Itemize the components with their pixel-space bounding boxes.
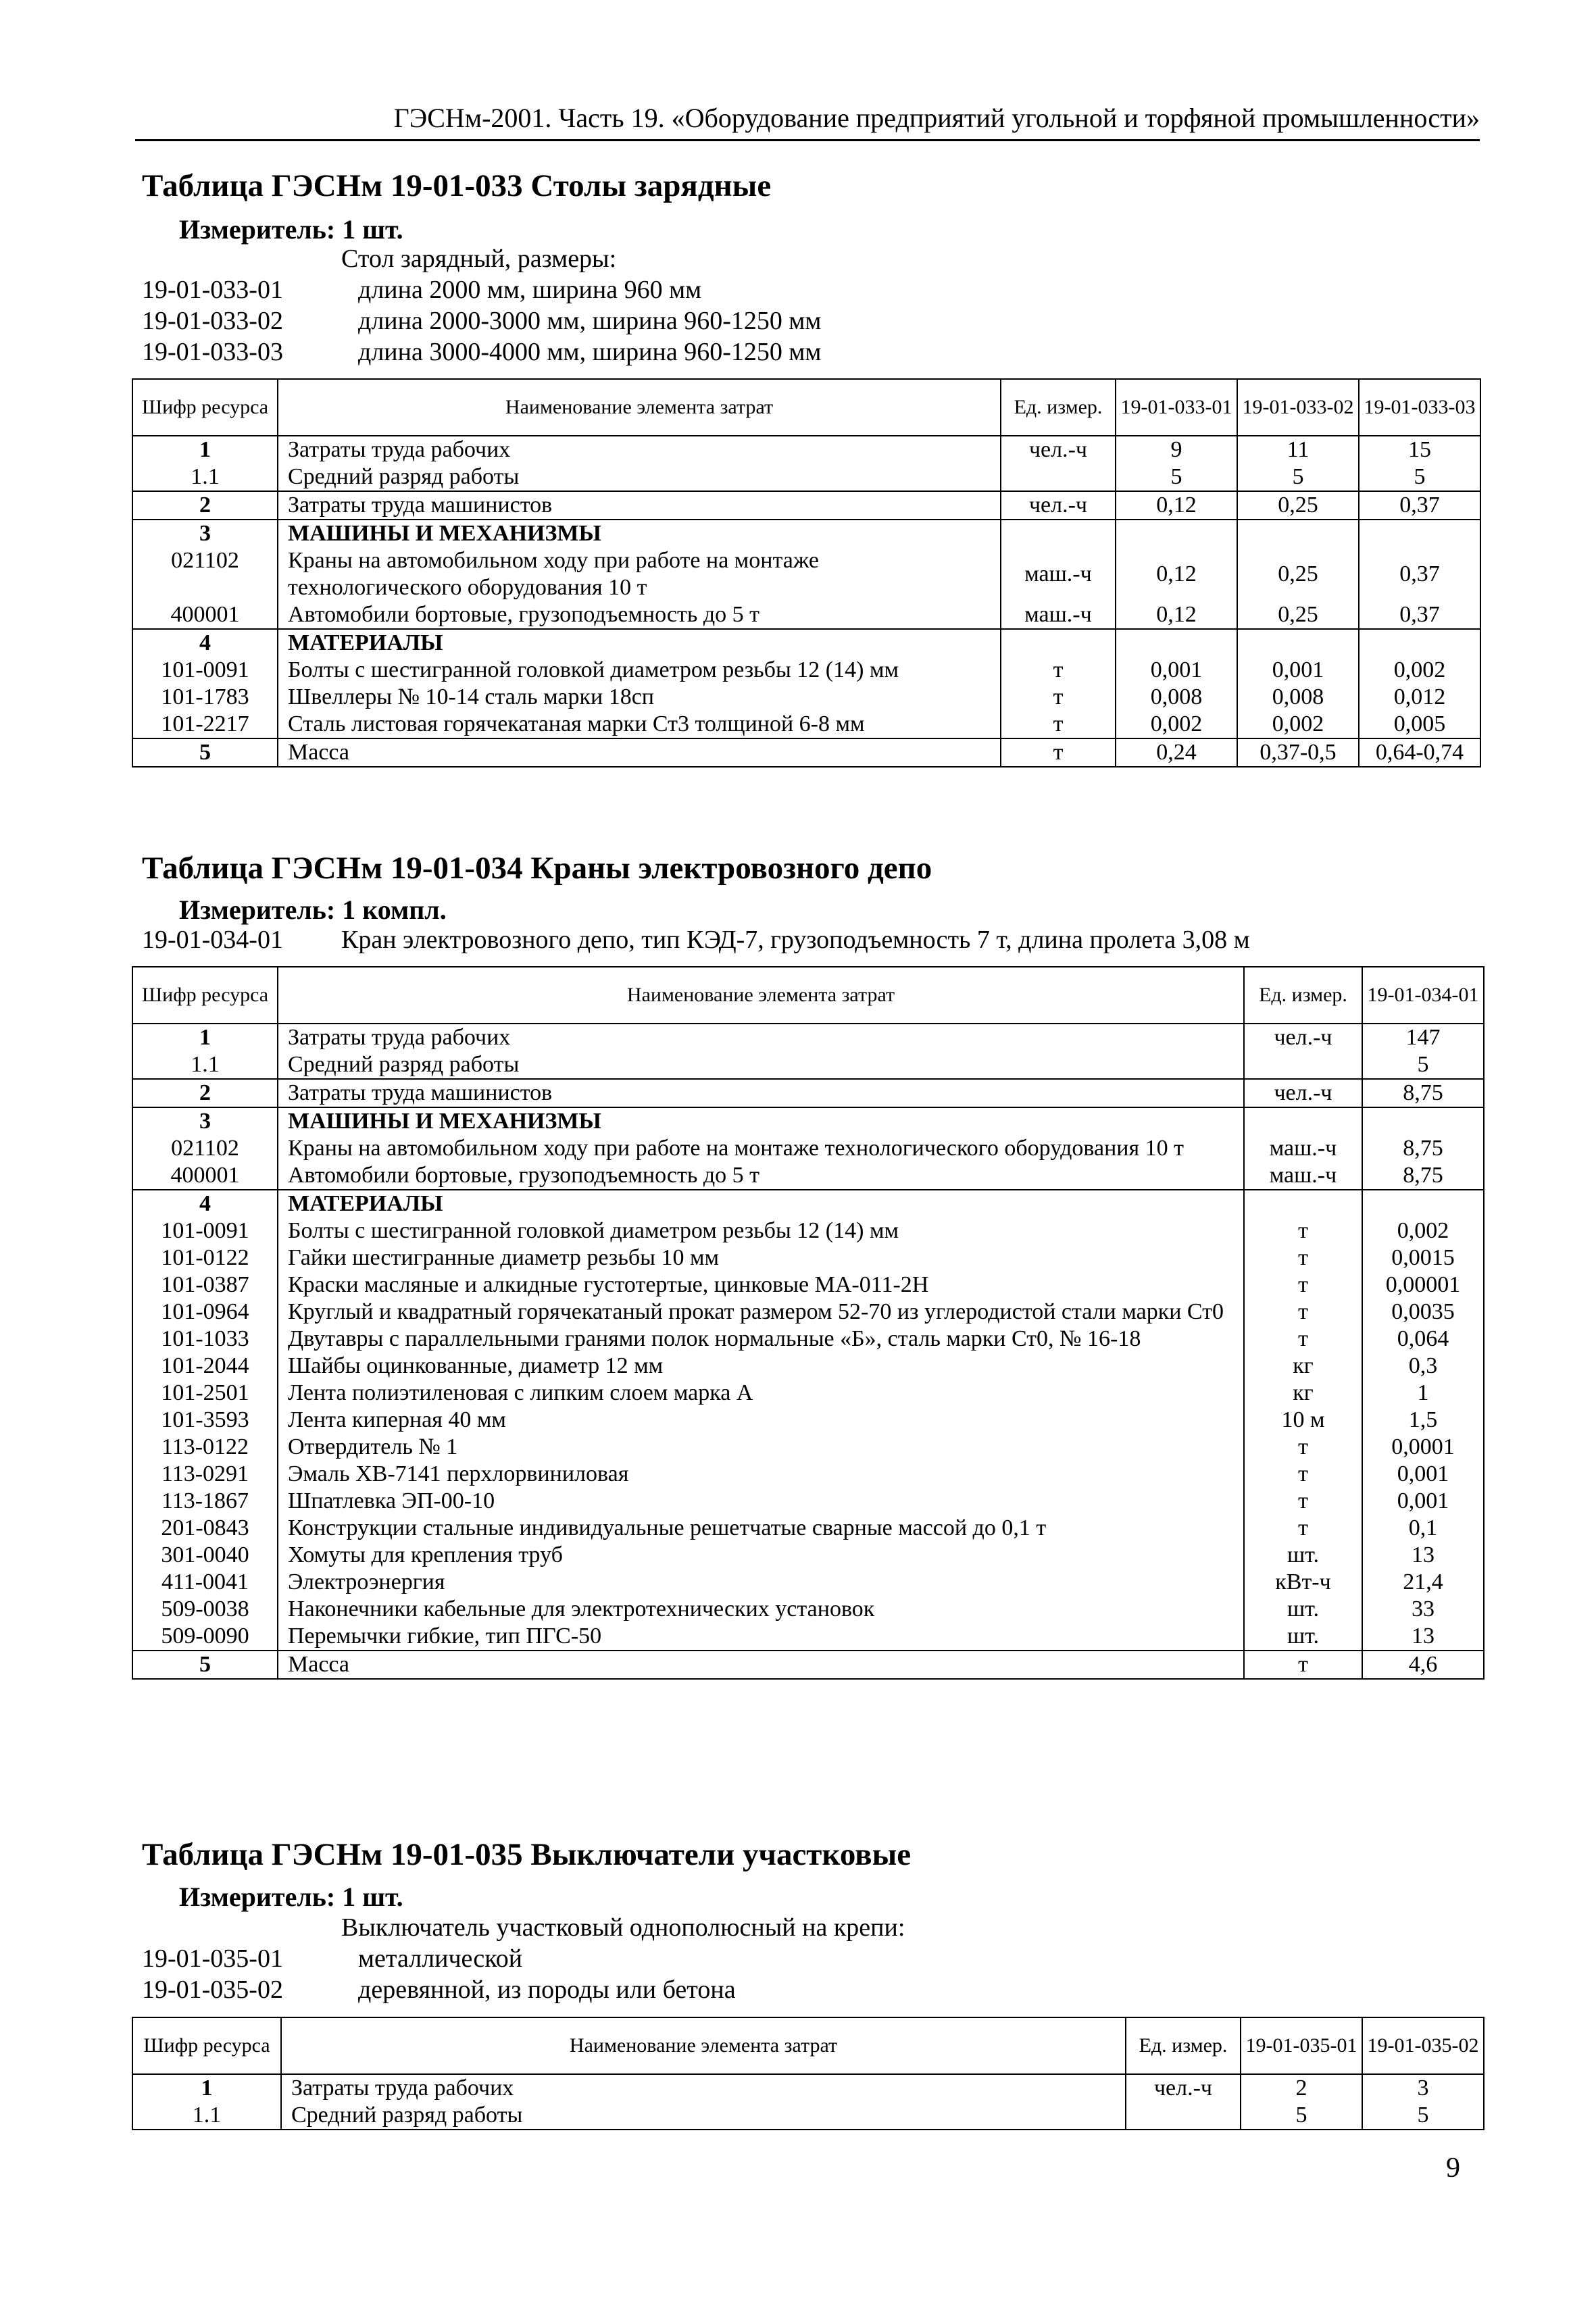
row-name: Болты с шестигранной головкой диаметром резьбы 12 (14) мм [278,1217,1244,1244]
row-unit: кг [1244,1353,1362,1380]
row-value: 0,12 [1116,491,1237,520]
table-row [132,738,1480,767]
table-row [132,1380,1484,1407]
row-value: 0,37-0,5 [1237,738,1359,767]
variant-text: длина 2000 мм, ширина 960 мм [358,276,702,304]
table-row [132,1515,1484,1542]
variant-text: Кран электровозного депо, тип КЭД-7, грузоподъемность 7 т, длина пролета 3,08 м [341,926,1250,954]
row-code: 201-0843 [132,1515,278,1542]
header-col: 19-01-035-02 [1362,2017,1484,2074]
header-col: 19-01-033-02 [1237,379,1359,436]
row-value: 5 [1237,463,1359,491]
table-row [132,2102,1484,2130]
row-value: 0,002 [1359,657,1480,684]
row-unit: т [1244,1299,1362,1326]
row-value: 0,002 [1116,711,1237,738]
row-value [1362,1190,1484,1217]
row-value: 0,24 [1116,738,1237,767]
header-col: 19-01-033-03 [1359,379,1480,436]
row-code: 101-2044 [132,1353,278,1380]
row-unit: 10 м [1244,1407,1362,1434]
table-034-meter: Измеритель: 1 компл. [179,895,447,925]
row-code: 101-0387 [132,1272,278,1299]
row-name: Средний разряд работы [281,2102,1126,2130]
row-code: 1.1 [132,2102,281,2130]
row-unit [1001,520,1116,547]
row-value: 0,37 [1359,491,1480,520]
row-code: 1.1 [132,463,278,491]
table-row [132,1569,1484,1596]
row-value: 0,008 [1116,684,1237,711]
row-name: Шайбы оцинкованные, диаметр 12 мм [278,1353,1244,1380]
header-name: Наименование элемента затрат [278,967,1244,1024]
header-col: 19-01-035-01 [1241,2017,1362,2074]
table-row [132,1079,1484,1107]
row-value: 0,008 [1237,684,1359,711]
table-row [132,657,1480,684]
row-code: 3 [132,1107,278,1135]
variant-row [142,336,821,368]
header-code: Шифр ресурса [132,967,278,1024]
row-value: 0,12 [1116,601,1237,629]
header-name: Наименование элемента затрат [281,2017,1126,2074]
header-code: Шифр ресурса [132,2017,281,2074]
row-name: Автомобили бортовые, грузоподъемность до 5 т [278,601,1001,629]
row-unit: чел.-ч [1244,1079,1362,1107]
table-row [132,1434,1484,1461]
row-name: Масса [278,1651,1244,1679]
row-value: 0,25 [1237,491,1359,520]
table-row [132,1162,1484,1190]
table-row [132,1623,1484,1651]
row-value: 15 [1359,436,1480,463]
row-code: 4 [132,1190,278,1217]
row-unit: т [1244,1651,1362,1679]
row-name: Средний разряд работы [278,463,1001,491]
row-unit: чел.-ч [1126,2074,1241,2102]
table-row [132,1542,1484,1569]
row-value: 4,6 [1362,1651,1484,1679]
table-row [132,1651,1484,1679]
row-code: 1 [132,2074,281,2102]
row-unit: т [1244,1488,1362,1515]
header-col: 19-01-033-01 [1116,379,1237,436]
row-value: 0,005 [1359,711,1480,738]
row-unit: маш.-ч [1244,1135,1362,1162]
row-name: Автомобили бортовые, грузоподъемность до 5 т [278,1162,1244,1190]
cost-table-034 [132,966,1485,1680]
row-value: 5 [1116,463,1237,491]
row-code: 101-0091 [132,657,278,684]
section-row [132,1190,1484,1217]
row-value: 0,64-0,74 [1359,738,1480,767]
variant-text: длина 3000-4000 мм, ширина 960-1250 мм [358,338,822,366]
row-code: 101-2501 [132,1380,278,1407]
row-unit: т [1244,1515,1362,1542]
row-value: 0,002 [1362,1217,1484,1244]
table-033-intro: Стол зарядный, размеры: [341,245,617,273]
row-code: 509-0038 [132,1596,278,1623]
row-name: Эмаль ХВ-7141 перхлорвиниловая [278,1461,1244,1488]
table-row [132,2074,1484,2102]
row-name: Затраты труда рабочих [278,1024,1244,1051]
row-code: 021102 [132,547,278,601]
row-unit: т [1244,1461,1362,1488]
table-row [132,1299,1484,1326]
row-code: 113-1867 [132,1488,278,1515]
row-value: 2 [1241,2074,1362,2102]
row-value: 3 [1362,2074,1484,2102]
row-name: Краны на автомобильном ходу при работе на монтаже технологического оборудования 10 т [278,1135,1244,1162]
table-row [132,1024,1484,1051]
variant-code: 19-01-035-02 [142,1976,283,2004]
row-value: 5 [1241,2102,1362,2130]
row-name: Болты с шестигранной головкой диаметром резьбы 12 (14) мм [278,657,1001,684]
row-value: 5 [1359,463,1480,491]
table-row [132,1244,1484,1272]
variant-code: 19-01-034-01 [142,926,283,954]
row-unit [1126,2102,1241,2130]
row-unit [1244,1190,1362,1217]
row-name: Затраты труда рабочих [281,2074,1126,2102]
variant-code: 19-01-033-02 [142,307,283,335]
row-unit [1001,629,1116,657]
row-value: 0,0015 [1362,1244,1484,1272]
row-value: 0,002 [1237,711,1359,738]
row-code: 101-1033 [132,1326,278,1353]
row-code: 411-0041 [132,1569,278,1596]
row-code: 113-0291 [132,1461,278,1488]
row-name: Шпатлевка ЭП-00-10 [278,1488,1244,1515]
variant-row [142,1974,736,2005]
row-code: 101-0964 [132,1299,278,1326]
table-033-title: Таблица ГЭСНм 19-01-033 Столы зарядные [142,168,772,203]
table-row [132,1135,1484,1162]
row-name: Лента киперная 40 мм [278,1407,1244,1434]
cost-table-033 [132,378,1481,768]
row-unit: т [1001,738,1116,767]
row-value [1359,520,1480,547]
row-code: 113-0122 [132,1434,278,1461]
section-title: МАШИНЫ И МЕХАНИЗМЫ [278,1107,1244,1135]
row-name: Перемычки гибкие, тип ПГС-50 [278,1623,1244,1651]
row-code: 101-3593 [132,1407,278,1434]
table-row [132,547,1480,601]
table-row [132,1217,1484,1244]
row-unit: шт. [1244,1623,1362,1651]
row-code: 301-0040 [132,1542,278,1569]
row-code: 5 [132,1651,278,1679]
table-row [132,436,1480,463]
variant-code: 19-01-033-01 [142,276,283,304]
row-unit: т [1244,1244,1362,1272]
section-row [132,520,1480,547]
row-value: 5 [1362,2102,1484,2130]
row-name: Двутавры с параллельными гранями полок нормальные «Б», сталь марки Ст0, № 16-18 [278,1326,1244,1353]
row-value: 0,37 [1359,547,1480,601]
row-unit [1001,463,1116,491]
row-unit: т [1244,1326,1362,1353]
row-value: 0,25 [1237,601,1359,629]
row-code: 400001 [132,601,278,629]
row-value: 147 [1362,1024,1484,1051]
table-row [132,684,1480,711]
section-row [132,629,1480,657]
row-unit: чел.-ч [1001,491,1116,520]
table-row [132,1272,1484,1299]
row-value: 1 [1362,1380,1484,1407]
row-unit: т [1244,1434,1362,1461]
page-number: 9 [1446,2153,1460,2184]
row-value: 0,0035 [1362,1299,1484,1326]
cost-table-035 [132,2017,1485,2130]
row-value [1116,629,1237,657]
row-code: 1.1 [132,1051,278,1079]
table-row [132,1326,1484,1353]
row-code: 509-0090 [132,1623,278,1651]
variant-text: металлической [358,1944,523,1973]
row-value: 0,00001 [1362,1272,1484,1299]
row-value [1237,629,1359,657]
header-unit: Ед. измер. [1126,2017,1241,2074]
table-row [132,463,1480,491]
row-value: 0,001 [1237,657,1359,684]
row-code: 101-0091 [132,1217,278,1244]
table-row [132,1051,1484,1079]
row-value [1359,629,1480,657]
row-value: 0,064 [1362,1326,1484,1353]
row-unit: маш.-ч [1001,601,1116,629]
row-code: 1 [132,436,278,463]
row-value: 0,3 [1362,1353,1484,1380]
table-row [132,1353,1484,1380]
variant-row [142,305,821,336]
section-title: МАТЕРИАЛЫ [278,1190,1244,1217]
row-value: 8,75 [1362,1162,1484,1190]
variant-code: 19-01-033-03 [142,338,283,366]
row-value: 5 [1362,1051,1484,1079]
row-value: 0,0001 [1362,1434,1484,1461]
row-name: Конструкции стальные индивидуальные решетчатые сварные массой до 0,1 т [278,1515,1244,1542]
row-unit [1244,1107,1362,1135]
table-row [132,1596,1484,1623]
row-unit: т [1001,711,1116,738]
row-value: 1,5 [1362,1407,1484,1434]
table-row [132,1461,1484,1488]
row-unit: т [1244,1217,1362,1244]
variant-row [142,1943,522,1974]
row-value: 21,4 [1362,1569,1484,1596]
table-row [132,491,1480,520]
row-value: 0,1 [1362,1515,1484,1542]
row-name: Гайки шестигранные диаметр резьбы 10 мм [278,1244,1244,1272]
row-value: 0,001 [1362,1488,1484,1515]
running-header: ГЭСНм-2001. Часть 19. «Оборудование предприятий угольной и торфяной промышленности» [135,101,1480,141]
section-title: МАШИНЫ И МЕХАНИЗМЫ [278,520,1001,547]
table-033-meter: Измеритель: 1 шт. [179,214,403,245]
section-row [132,1107,1484,1135]
row-value: 13 [1362,1542,1484,1569]
row-unit: кг [1244,1380,1362,1407]
header-col: 19-01-034-01 [1362,967,1484,1024]
row-code: 2 [132,491,278,520]
row-code: 101-0122 [132,1244,278,1272]
row-code: 5 [132,738,278,767]
row-code: 101-1783 [132,684,278,711]
row-value: 9 [1116,436,1237,463]
variant-row [142,274,701,305]
row-unit: чел.-ч [1244,1024,1362,1051]
header-code: Шифр ресурса [132,379,278,436]
row-unit: маш.-ч [1244,1162,1362,1190]
section-title: МАТЕРИАЛЫ [278,629,1001,657]
row-unit [1244,1051,1362,1079]
row-name: Масса [278,738,1001,767]
row-name: Электроэнергия [278,1569,1244,1596]
row-value: 0,012 [1359,684,1480,711]
row-name: Затраты труда машинистов [278,1079,1244,1107]
table-034-title: Таблица ГЭСНм 19-01-034 Краны электровозного депо [142,851,932,886]
row-value [1237,520,1359,547]
row-name: Лента полиэтиленовая с липким слоем марка А [278,1380,1244,1407]
table-035-title: Таблица ГЭСНм 19-01-035 Выключатели участковые [142,1837,912,1872]
header-unit: Ед. измер. [1001,379,1116,436]
row-value: 13 [1362,1623,1484,1651]
row-code: 101-2217 [132,711,278,738]
row-name: Круглый и квадратный горячекатаный прокат размером 52-70 из углеродистой стали марки Ст0 [278,1299,1244,1326]
row-code: 3 [132,520,278,547]
row-unit: т [1244,1272,1362,1299]
row-code: 4 [132,629,278,657]
header-name: Наименование элемента затрат [278,379,1001,436]
row-name: Затраты труда машинистов [278,491,1001,520]
row-name: Затраты труда рабочих [278,436,1001,463]
table-035-meter: Измеритель: 1 шт. [179,1882,403,1912]
row-name: Краски масляные и алкидные густотертые, цинковые МА-011-2Н [278,1272,1244,1299]
row-code: 400001 [132,1162,278,1190]
row-name: Наконечники кабельные для электротехнических установок [278,1596,1244,1623]
table-row [132,601,1480,629]
variant-code: 19-01-035-01 [142,1944,283,1973]
variant-row [142,924,1250,955]
row-value: 0,001 [1116,657,1237,684]
header-unit: Ед. измер. [1244,967,1362,1024]
table-row [132,711,1480,738]
row-value: 33 [1362,1596,1484,1623]
variant-text: длина 2000-3000 мм, ширина 960-1250 мм [358,307,822,335]
table-035-intro: Выключатель участковый однополюсный на крепи: [341,1913,905,1942]
row-name: Средний разряд работы [278,1051,1244,1079]
row-unit: т [1001,657,1116,684]
row-name: Хомуты для крепления труб [278,1542,1244,1569]
row-value: 0,001 [1362,1461,1484,1488]
row-name: Отвердитель № 1 [278,1434,1244,1461]
row-value [1116,520,1237,547]
row-unit: чел.-ч [1001,436,1116,463]
row-unit: кВт-ч [1244,1569,1362,1596]
row-value [1362,1107,1484,1135]
row-value: 0,12 [1116,547,1237,601]
row-name: Краны на автомобильном ходу при работе на монтаже технологического оборудования 10 т [278,547,1001,601]
row-value: 0,25 [1237,547,1359,601]
variant-text: деревянной, из породы или бетона [358,1976,736,2004]
table-row [132,1488,1484,1515]
row-value: 11 [1237,436,1359,463]
row-unit: шт. [1244,1596,1362,1623]
row-value: 0,37 [1359,601,1480,629]
row-name: Сталь листовая горячекатаная марки Ст3 толщиной 6-8 мм [278,711,1001,738]
row-unit: маш.-ч [1001,547,1116,601]
row-code: 1 [132,1024,278,1051]
row-unit: шт. [1244,1542,1362,1569]
row-name: Швеллеры № 10-14 сталь марки 18сп [278,684,1001,711]
row-code: 2 [132,1079,278,1107]
row-unit: т [1001,684,1116,711]
row-code: 021102 [132,1135,278,1162]
row-value: 8,75 [1362,1079,1484,1107]
table-row [132,1407,1484,1434]
row-value: 8,75 [1362,1135,1484,1162]
